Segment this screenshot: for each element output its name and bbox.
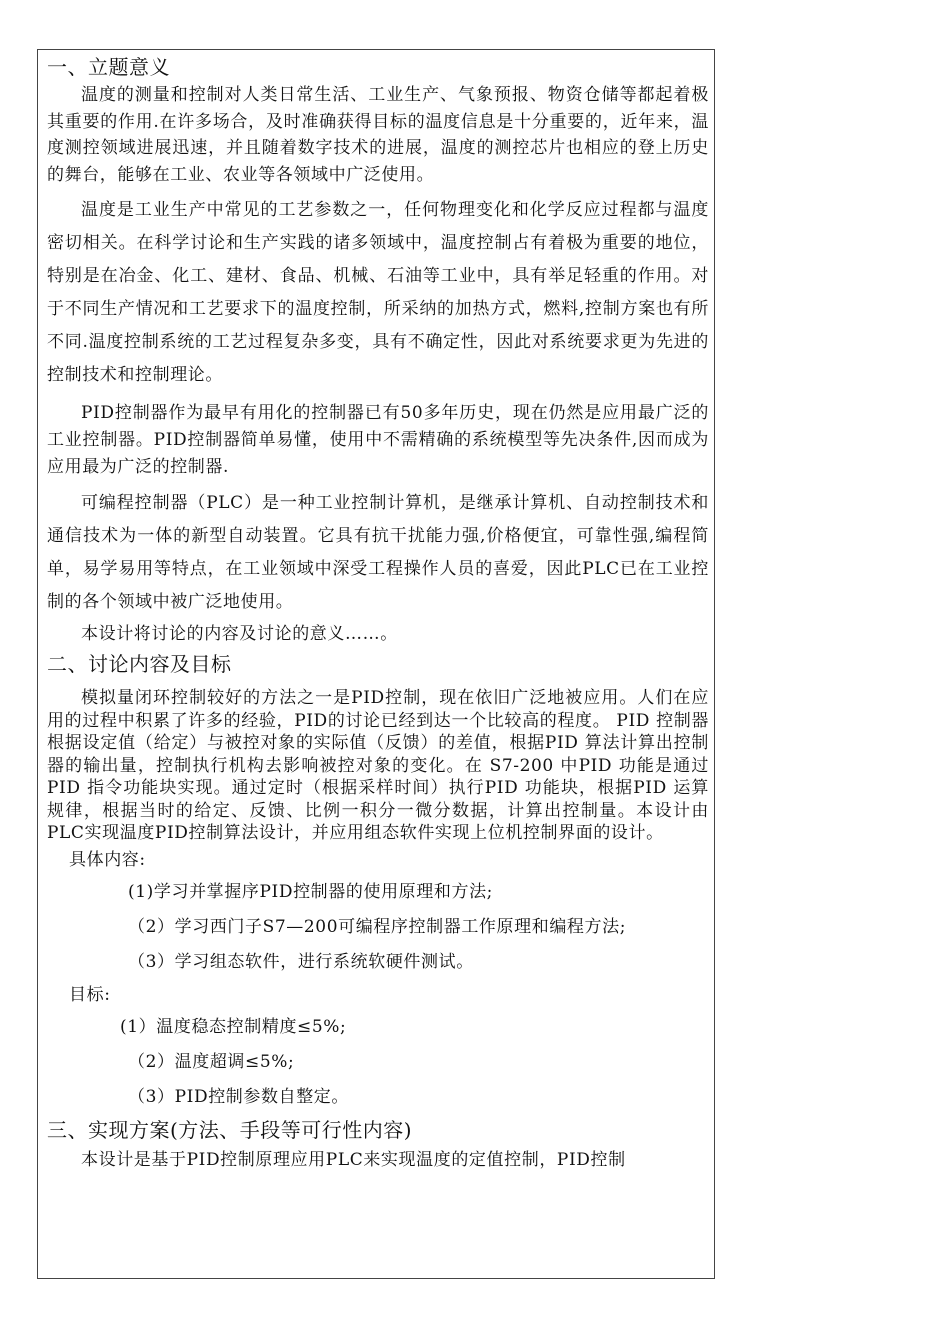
content-item: （2）学习西门子S7—200可编程序控制器工作原理和编程方法; [128, 916, 627, 937]
content-label: 具体内容: [69, 849, 146, 870]
goal-item: （3）PID控制参数自整定。 [128, 1086, 349, 1107]
content-item: (1)学习并掌握序PID控制器的使用原理和方法; [128, 881, 493, 902]
section-1-paragraph-3: PID控制器作为最早有用化的控制器已有50多年历史，现在仍然是应用最广泛的工业控制器。PID控制器简单易懂，使用中不需精确的系统模型等先决条件,因而成为应用最为广泛的控制器. [47, 403, 709, 477]
section-3-title: 三、实现方案(方法、手段等可行性内容) [47, 1117, 413, 1142]
section-2-title: 二、讨论内容及目标 [47, 652, 232, 676]
section-3-paragraph-1: 本设计是基于PID控制原理应用PLC来实现温度的定值控制，PID控制 [81, 1149, 626, 1170]
section-2-paragraph-1: 模拟量闭环控制较好的方法之一是PID控制，现在依旧广泛地被应用。人们在应用的过程中积累了许多的经验，PID的讨论已经到达一个比较高的程度。 PID 控制器根据设定值（给定）与被控对象的实际值（反馈）的差值，根据PID 算法计算出控制器的输出量，控制执行机构去影响被控对象的变化。在 S7-200 中PID 功能是通过PID 指令功能块实现。通过定时（根据采样时间）执行PID 功能块，根据PID 运算规律，根据当时的给定、反馈、比例一积分一微分数据，计算出控制量。本设计由PLC实现温度PID控制算法设计，并应用组态软件实现上位机控制界面的设计。 [47, 688, 709, 843]
section-1-paragraph-1: 温度的测量和控制对人类日常生活、工业生产、气象预报、物资仓储等都起着极其重要的作用.在许多场合，及时准确获得目标的温度信息是十分重要的，近年来，温度测控领域进展迅速，并且随着数字技术的进展，温度的测控芯片也相应的登上历史的舞台，能够在工业、农业等各领域中广泛使用。 [47, 85, 709, 185]
section-1-title: 一、立题意义 [47, 55, 170, 79]
goal-label: 目标: [69, 984, 111, 1005]
content-item: （3）学习组态软件，进行系统软硬件测试。 [128, 951, 474, 972]
document-body [47, 52, 709, 1175]
section-1-paragraph-4: 可编程控制器（PLC）是一种工业控制计算机，是继承计算机、自动控制技术和通信技术为一体的新型自动装置。它具有抗干扰能力强,价格便宜，可靠性强,编程简单，易学易用等特点，在工业领域中深受工程操作人员的喜爱，因此PLC已在工业控制的各个领域中被广泛地使用。 [47, 493, 709, 612]
goal-item: (1）温度稳态控制精度≤5%; [120, 1016, 347, 1037]
section-1-paragraph-2: 温度是工业生产中常见的工艺参数之一，任何物理变化和化学反应过程都与温度密切相关。在科学讨论和生产实践的诸多领域中，温度控制占有着极为重要的地位，特别是在冶金、化工、建材、食品、机械、石油等工业中，具有举足轻重的作用。对于不同生产情况和工艺要求下的温度控制，所采纳的加热方式，燃料,控制方案也有所不同.温度控制系统的工艺过程复杂多变，具有不确定性，因此对系统要求更为先进的控制技术和控制理论。 [47, 200, 709, 385]
document-frame [37, 49, 715, 1279]
goal-item: （2）温度超调≤5%; [128, 1051, 295, 1072]
section-1-paragraph-5: 本设计将讨论的内容及讨论的意义……。 [81, 624, 398, 644]
